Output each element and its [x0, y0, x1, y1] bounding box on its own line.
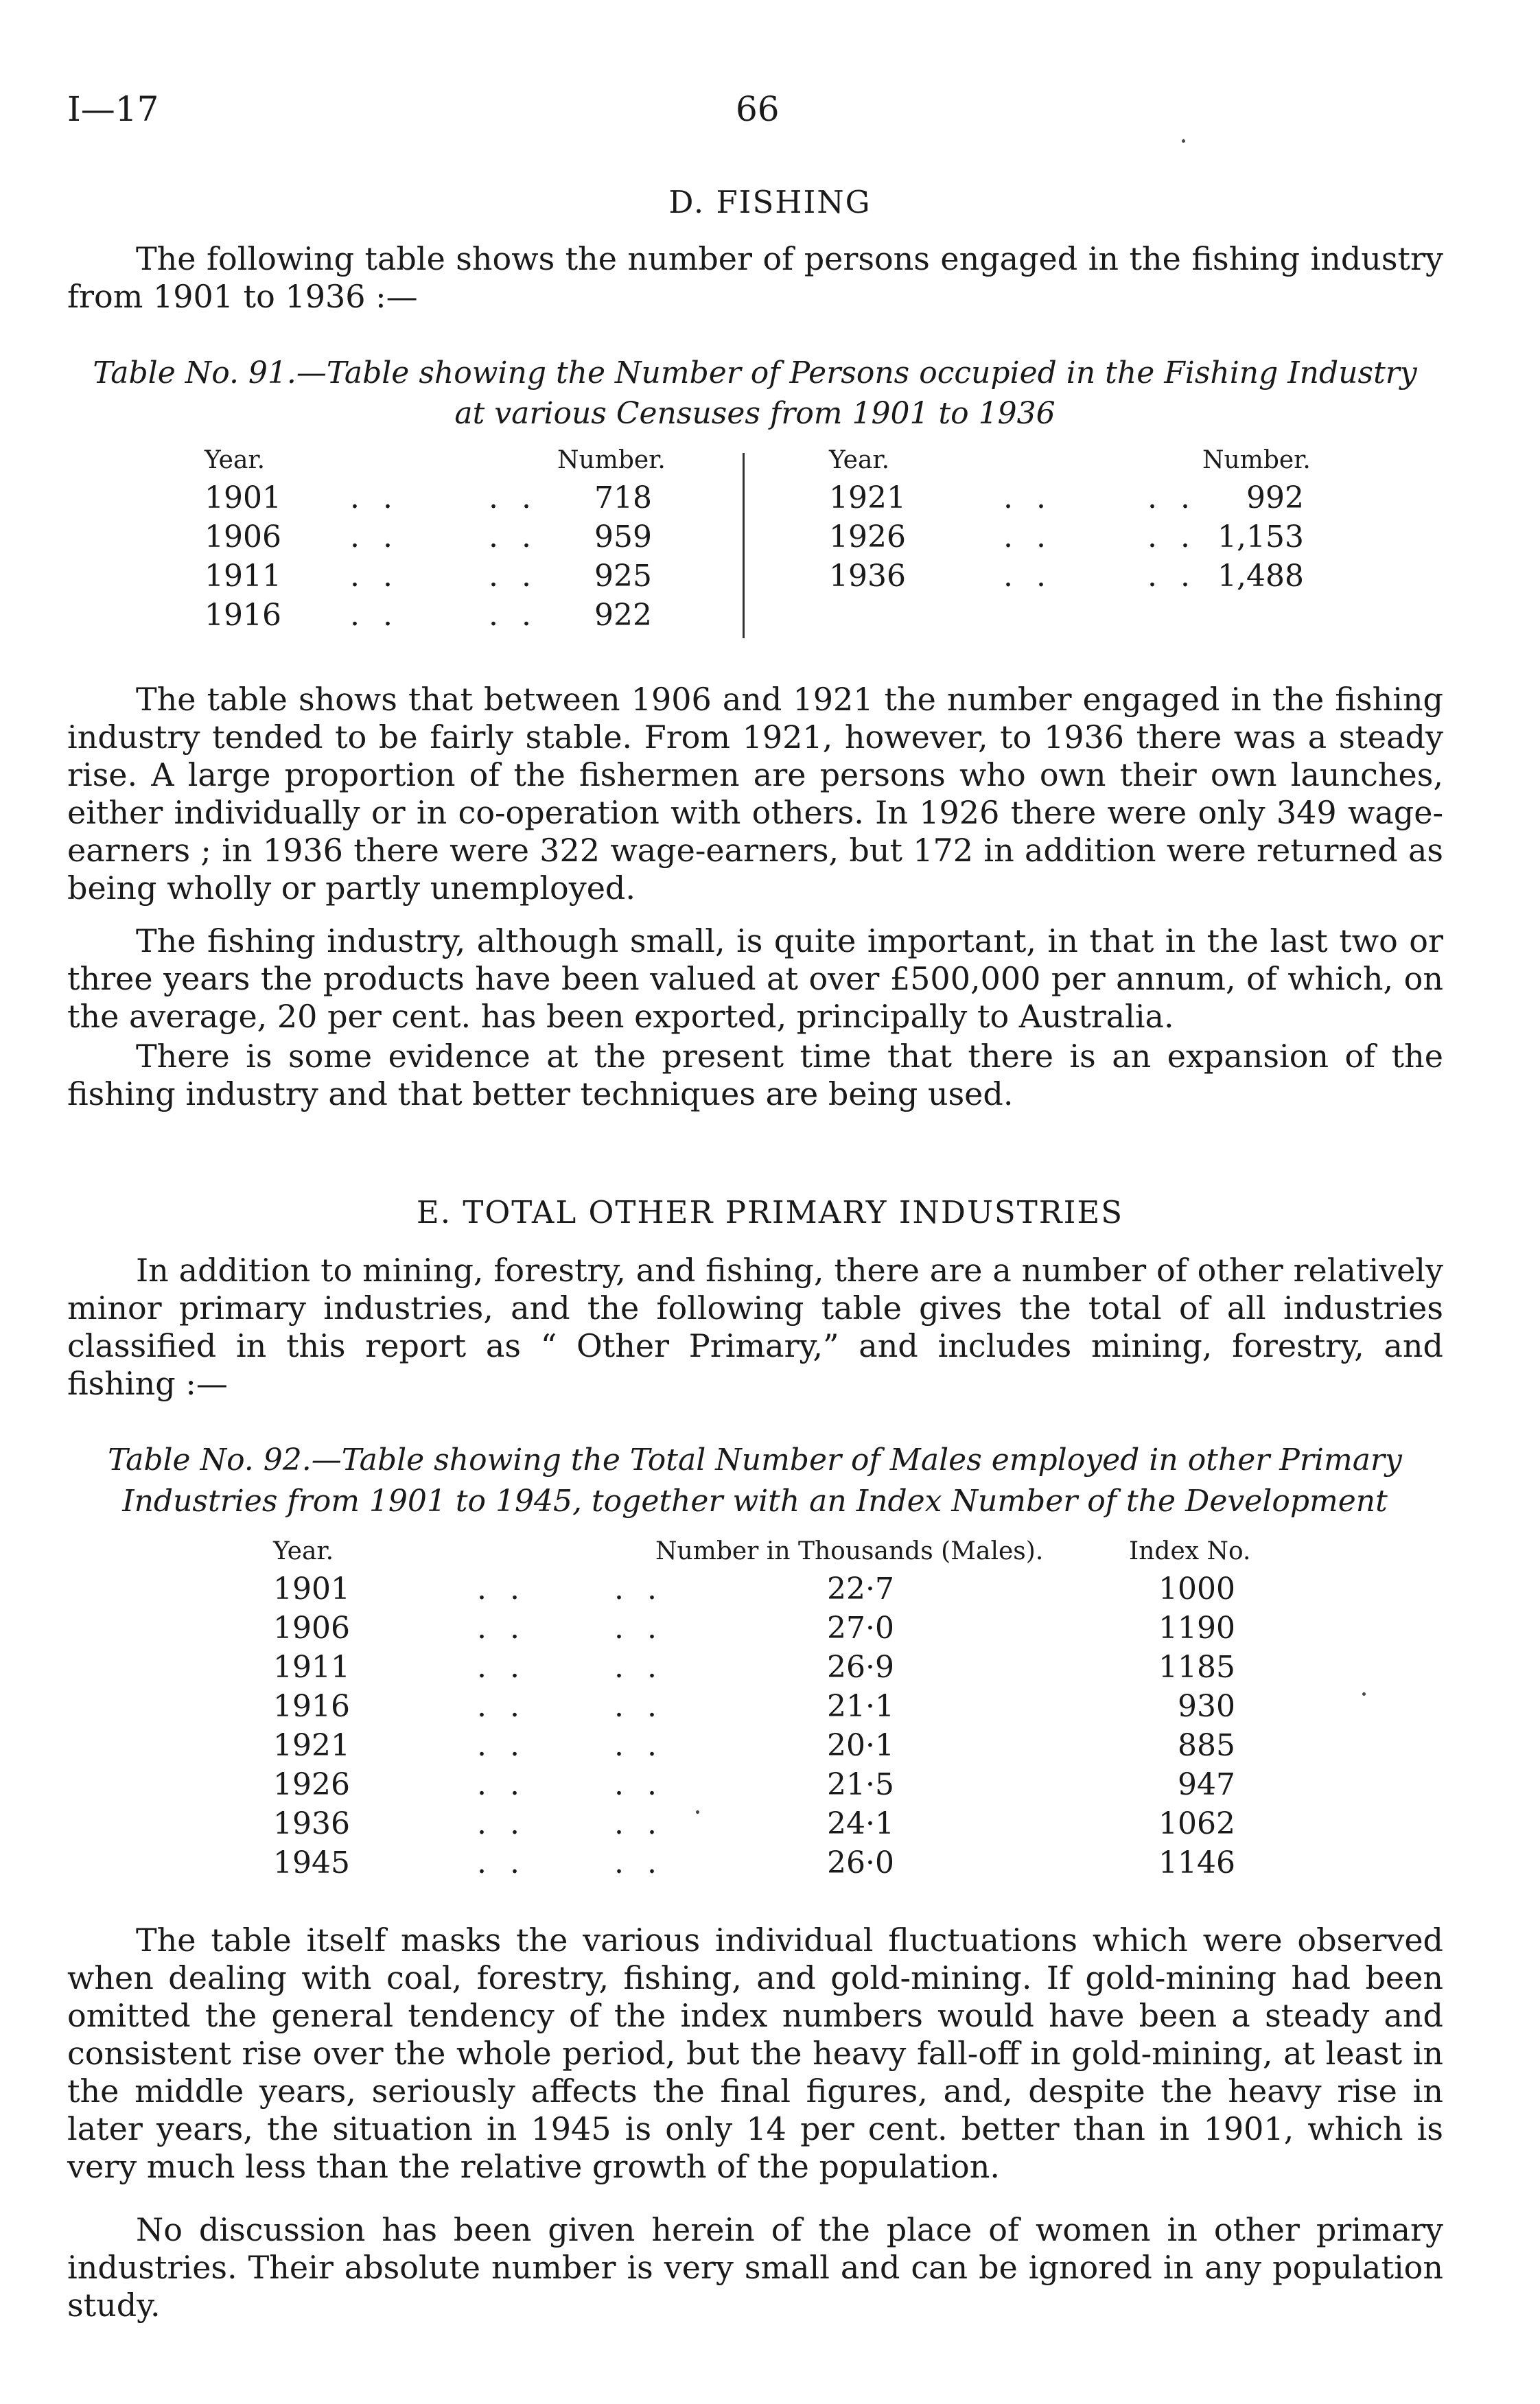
table-91-column-divider: [743, 453, 745, 638]
table-92-leader: . .: [614, 1767, 664, 1802]
table-92-leader: . .: [477, 1806, 526, 1841]
table-91-right-number-header: Number.: [1202, 446, 1311, 474]
table-91-leader: . .: [489, 598, 538, 633]
section-heading-other-primary: E. TOTAL OTHER PRIMARY INDUSTRIES: [416, 1194, 1124, 1230]
table-91-leader: . .: [489, 520, 538, 555]
table-92-year: 1916: [273, 1689, 350, 1724]
table-91-number: 718: [594, 480, 652, 515]
table-91-year: 1936: [829, 559, 906, 594]
table-91-leader: . .: [350, 480, 399, 515]
table-92-number: 21·1: [827, 1689, 894, 1724]
print-speck: [1362, 1692, 1366, 1696]
table-91-leader: . .: [1147, 480, 1197, 515]
table-92-year: 1936: [273, 1806, 350, 1841]
table-92-leader: . .: [614, 1650, 664, 1685]
table-92-leader: . .: [477, 1845, 526, 1880]
table-92-number: 24·1: [827, 1806, 894, 1841]
section-heading-fishing: D. FISHING: [668, 184, 872, 220]
table-91-caption-line1: Table No. 91.—Table showing the Number of Persons occupied in the Fishing Industry: [93, 355, 1417, 390]
table-91-leader: . .: [489, 559, 538, 594]
fishing-intro: The following table shows the number of persons engaged in the fishing industry from 1901 to 1936 :—: [67, 240, 1443, 315]
table-92-caption-line1: Table No. 92.—Table showing the Total Number of Males employed in other Primary: [108, 1443, 1402, 1478]
table-91-year: 1906: [205, 520, 281, 555]
table-92-index: 1062: [1158, 1806, 1235, 1841]
table-91-year: 1901: [205, 480, 281, 515]
fishing-paragraph-2: The fishing industry, although small, is quite important, in that in the last two or three years the products have been valued at over £500,000 per annum, of which, on the average, 20 per cent. has been exported, principally to Australia.: [67, 922, 1443, 1035]
table-92-index: 1000: [1158, 1572, 1235, 1607]
fishing-paragraph-1: The table shows that between 1906 and 1921 the number engaged in the fishing industry tended to be fairly stable. From 1921, however, to 1936 there was a steady rise. A large proportion of the fishermen are persons who own their own launches, either individually or in co-operation with others. In 1926 there were only 349 wage-earners ; in 1936 there were 322 wage-earners, but 172 in addition were returned as being wholly or partly unemployed.: [67, 681, 1443, 907]
table-91-caption-line2: at various Censuses from 1901 to 1936: [454, 396, 1055, 431]
table-92-index: 947: [1178, 1767, 1235, 1802]
table-92-year: 1926: [273, 1767, 350, 1802]
table-92-year: 1901: [273, 1572, 350, 1607]
table-92-leader: . .: [477, 1650, 526, 1685]
table-91-left-number-header: Number.: [557, 446, 666, 474]
table-92-leader: . .: [614, 1728, 664, 1763]
table-91-leader: . .: [489, 480, 538, 515]
table-92-number: 27·0: [827, 1611, 894, 1646]
table-92-leader: . .: [614, 1572, 664, 1607]
table-92-number: 20·1: [827, 1728, 894, 1763]
table-92-index: 1146: [1158, 1845, 1235, 1880]
table-91-number: 922: [594, 598, 652, 633]
table-92-leader: . .: [614, 1689, 664, 1724]
table-91-number: 959: [594, 520, 652, 555]
table-91-leader: . .: [350, 598, 399, 633]
table-92-leader: . .: [477, 1728, 526, 1763]
table-92-year: 1945: [273, 1845, 350, 1880]
table-92-leader: . .: [477, 1767, 526, 1802]
table-91-year: 1916: [205, 598, 281, 633]
table-92-index: 885: [1178, 1728, 1235, 1763]
table-92-index-header: Index No.: [1129, 1537, 1251, 1565]
print-speck: [696, 1810, 699, 1814]
table-92-leader: . .: [477, 1611, 526, 1646]
table-91-number: 925: [594, 559, 652, 594]
table-92-leader: . .: [477, 1572, 526, 1607]
other-primary-intro: In addition to mining, forestry, and fishing, there are a number of other relatively minor primary industries, and the following table gives the total of all industries classified in this report as “ Other Primary,” and includes mining, forestry, and fishing :—: [67, 1252, 1443, 1402]
table-92-number: 21·5: [827, 1767, 894, 1802]
table-91-left-year-header: Year.: [205, 446, 266, 474]
table-92-leader: . .: [614, 1611, 664, 1646]
table-92-year: 1906: [273, 1611, 350, 1646]
table-92-leader: . .: [477, 1689, 526, 1724]
table-92-year: 1921: [273, 1728, 350, 1763]
table-91-leader: . .: [350, 520, 399, 555]
table-92-number: 26·9: [827, 1650, 894, 1685]
fishing-paragraph-3: There is some evidence at the present time that there is an expansion of the fishing industry and that better techniques are being used.: [67, 1038, 1443, 1112]
table-91-year: 1921: [829, 480, 906, 515]
other-primary-paragraph-2: No discussion has been given herein of the place of women in other primary industries. Their absolute number is very small and can be ignored in any population study.: [67, 2211, 1443, 2324]
table-91-number: 1,488: [1217, 559, 1304, 594]
table-92-leader: . .: [614, 1845, 664, 1880]
document-code: I—17: [67, 89, 159, 129]
table-92-index: 930: [1178, 1689, 1235, 1724]
other-primary-paragraph-1: The table itself masks the various individual fluctuations which were observed when dealing with coal, forestry, fishing, and gold-mining. If gold-mining had been omitted the general tendency of the index numbers would have been a steady and consistent rise over the whole period, but the heavy fall-off in gold-mining, at least in the middle years, seriously affects the final figures, and, despite the heavy rise in later years, the situation in 1945 is only 14 per cent. better than in 1901, which is very much less than the relative growth of the population.: [67, 1922, 1443, 2185]
table-92-number: 22·7: [827, 1572, 894, 1607]
table-91-number: 1,153: [1217, 520, 1304, 555]
table-91-leader: . .: [350, 559, 399, 594]
table-92-year-header: Year.: [273, 1537, 334, 1565]
table-92-index: 1190: [1158, 1611, 1235, 1646]
table-91-leader: . .: [1003, 480, 1053, 515]
table-91-year: 1926: [829, 520, 906, 555]
table-92-caption-line2: Industries from 1901 to 1945, together with an Index Number of the Development: [122, 1484, 1388, 1519]
table-91-leader: . .: [1147, 559, 1197, 594]
table-91-leader: . .: [1003, 520, 1053, 555]
table-92-number-header: Number in Thousands (Males).: [655, 1537, 1044, 1565]
table-91-number: 992: [1246, 480, 1304, 515]
table-92-year: 1911: [273, 1650, 350, 1685]
table-92-number: 26·0: [827, 1845, 894, 1880]
table-91-leader: . .: [1147, 520, 1197, 555]
page-number: 66: [736, 89, 780, 129]
table-92-index: 1185: [1158, 1650, 1235, 1685]
table-91-right-year-header: Year.: [829, 446, 890, 474]
table-91-leader: . .: [1003, 559, 1053, 594]
table-92-leader: . .: [614, 1806, 664, 1841]
table-91-year: 1911: [205, 559, 281, 594]
print-speck: [1182, 139, 1185, 143]
